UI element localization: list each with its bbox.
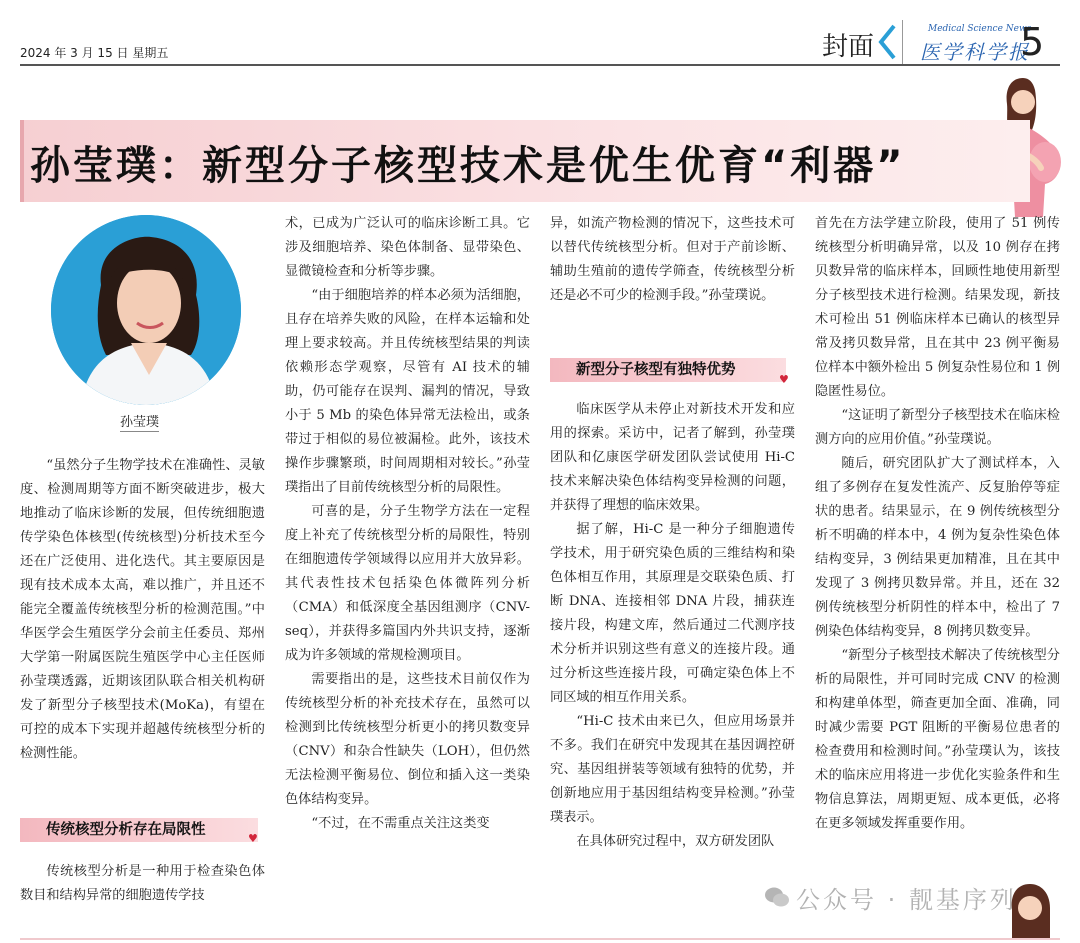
logo-english: Medical Science News <box>928 24 1032 34</box>
paragraph: 随后，研究团队扩大了测试样本，入组了多例存在复发性流产、反复胎停等症状的患者。结果显示，在 9 例传统核型分析不明确的样本中，4 例为复杂性染色体结构变异，3 例结果更加精准，且在其中发现了 3 例拷贝数异常。并且，还在 32 例传统核型分析阴性的样本中，检出了 7 例染色体结构变异，8 例拷贝数变异。 <box>815 456 1060 639</box>
paragraph: 异，如流产物检测的情况下，这些技术可以替代传统核型分析。但对于产前诊断、辅助生殖前的遗传学筛查，传统核型分析还是必不可少的检测手段。”孙莹璞说。 <box>550 216 795 303</box>
paragraph: “这证明了新型分子核型技术在临床检测方向的应用价值。”孙莹璞说。 <box>815 408 1060 447</box>
heart-icon: ♥ <box>248 832 258 845</box>
author-portrait <box>51 215 241 405</box>
paragraph: 传统核型分析是一种用于检查染色体数目和结构异常的细胞遗传学技 <box>20 864 265 903</box>
paragraph: 可喜的是，分子生物学方法在一定程度上补充了传统核型分析的局限性，特别在细胞遗传学领域得以应用并大放异彩。其代表性技术包括染色体微阵列分析（CMA）和低深度全基因组测序（CNV-seq），并获得多篇国内外共识支持，逐渐成为许多领域的常规检测项目。 <box>285 504 530 663</box>
logo-chinese: 医学科学报 <box>920 40 1030 64</box>
paragraph: “新型分子核型技术解决了传统核型分析的局限性，并可同时完成 CNV 的检测和构建单体型，筛查更加全面、准确，同时减少需要 PGT 阻断的平衡易位患者的检查费用和检测时间。”孙莹璞认为，该技术的临床应用将进一步优化实验条件和生物信息算法，周期更短、成本更低，必将在更多领域发挥重要作用。 <box>815 648 1060 831</box>
chevron-left-icon <box>876 22 898 62</box>
portrait-photo <box>51 215 241 405</box>
header-rule <box>20 64 1060 66</box>
paragraph: “由于细胞培养的样本必须为活细胞，且存在培养失败的风险，在样本运输和处理上要求较高。并且传统核型结果的判读依赖形态学观察，尽管有 AI 技术的辅助，仍可能存在误判、漏判的情况，导致小于 5 Mb 的染色体异常无法检出，或条带过于相似的易位被漏检。此外，该技术操作步骤繁琐，时间周期相对较长。”孙莹璞指出了目前传统核型分析的局限性。 <box>285 288 530 495</box>
paragraph: 需要指出的是，这些技术目前仅作为传统核型分析的补充技术存在，虽然可以检测到比传统核型分析更小的拷贝数变异（CNV）和杂合性缺失（LOH），但仍然无法检测平衡易位、倒位和插入这一类染色体结构变异。 <box>285 672 530 807</box>
paragraph: “不过，在不需重点关注这类变 <box>311 816 490 831</box>
paragraph: 据了解，Hi-C 是一种分子细胞遗传学技术，用于研究染色质的三维结构和染色体相互作用，其原理是交联染色质、打断 DNA、连接相邻 DNA 片段，捕获连接片段，构建文库，然后通过二代测序技术分析并识别这些有意义的连接片段。通过分析这些连接片段，可确定染色体上不同区域的相互作用关系。 <box>550 522 795 705</box>
article-column-4 <box>815 212 1060 836</box>
footer-rule <box>20 938 1060 940</box>
wechat-icon <box>764 886 790 908</box>
subhead-traditional-limits <box>20 818 258 842</box>
subhead-new-advantages <box>550 358 786 382</box>
article-column-2 <box>285 212 530 836</box>
portrait-caption: 孙莹璞 <box>120 411 159 432</box>
article-headline: 孙莹璞：新型分子核型技术是优生优育“利器” <box>30 143 906 189</box>
paragraph: 临床医学从未停止对新技术开发和应用的探索。采访中，记者了解到，孙莹璞团队和亿康医学研发团队尝试使用 Hi-C 技术来解决染色体结构变异检测的问题，并获得了理想的临床效果。 <box>550 402 795 513</box>
paragraph: “虽然分子生物学技术在准确性、灵敏度、检测周期等方面不断突破进步，极大地推动了临床诊断的发展，但传统细胞遗传学染色体核型(传统核型)分析技术至今还在广泛使用、进化迭代。其主要原因是现有技术成本太高，难以推广，并且还不能完全覆盖传统核型分析的检测范围。”中华医学会生殖医学分会前主任委员、郑州大学第一附属医院生殖医学中心主任医师孙莹璞透露，近期该团队联合相关机构研发了新型分子核型技术(MoKa)，有望在可控的成本下实现并超越传统核型分析的检测性能。 <box>20 458 265 761</box>
issue-date: 2024 年 3 月 15 日 星期五 <box>20 46 169 60</box>
page-header <box>0 0 1080 80</box>
paragraph: “Hi-C 技术由来已久，但应用场景并不多。我们在研究中发现其在基因调控研究、基因组拼装等领域有独特的优势，并创新地应用于基因组结构变异检测。”孙莹璞表示。 <box>550 714 795 825</box>
header-divider <box>902 20 903 64</box>
section-name: 封面 <box>822 32 875 62</box>
subhead-label: 新型分子核型有独特优势 <box>576 362 736 378</box>
watermark: 公众号 · 靓基序列 <box>796 886 1017 914</box>
article-column-1 <box>20 454 265 766</box>
heart-icon: ♥ <box>779 373 789 386</box>
subhead-label: 传统核型分析存在局限性 <box>46 822 206 838</box>
paragraph: 首先在方法学建立阶段，使用了 51 例传统核型分析明确异常，以及 10 例存在拷贝数异常的临床样本，回顾性地使用新型分子核型技术进行检测。结果发现，新技术可检出 51 例临床样本已确认的核型异常及拷贝数异常，且在其中 23 例平衡易位样本中额外检出 5 例复杂性易位和 1 例隐匿性易位。 <box>815 216 1060 399</box>
article-column-3-continued <box>550 398 795 854</box>
paragraph: 在具体研究过程中，双方研发团队 <box>576 834 775 849</box>
article-column-3 <box>550 212 795 308</box>
article-column-1-continued <box>20 860 265 908</box>
paragraph: 术，已成为广泛认可的临床诊断工具。它涉及细胞培养、染色体制备、显带染色、显微镜检查和分析等步骤。 <box>285 216 530 279</box>
page-number: 5 <box>1020 20 1045 64</box>
